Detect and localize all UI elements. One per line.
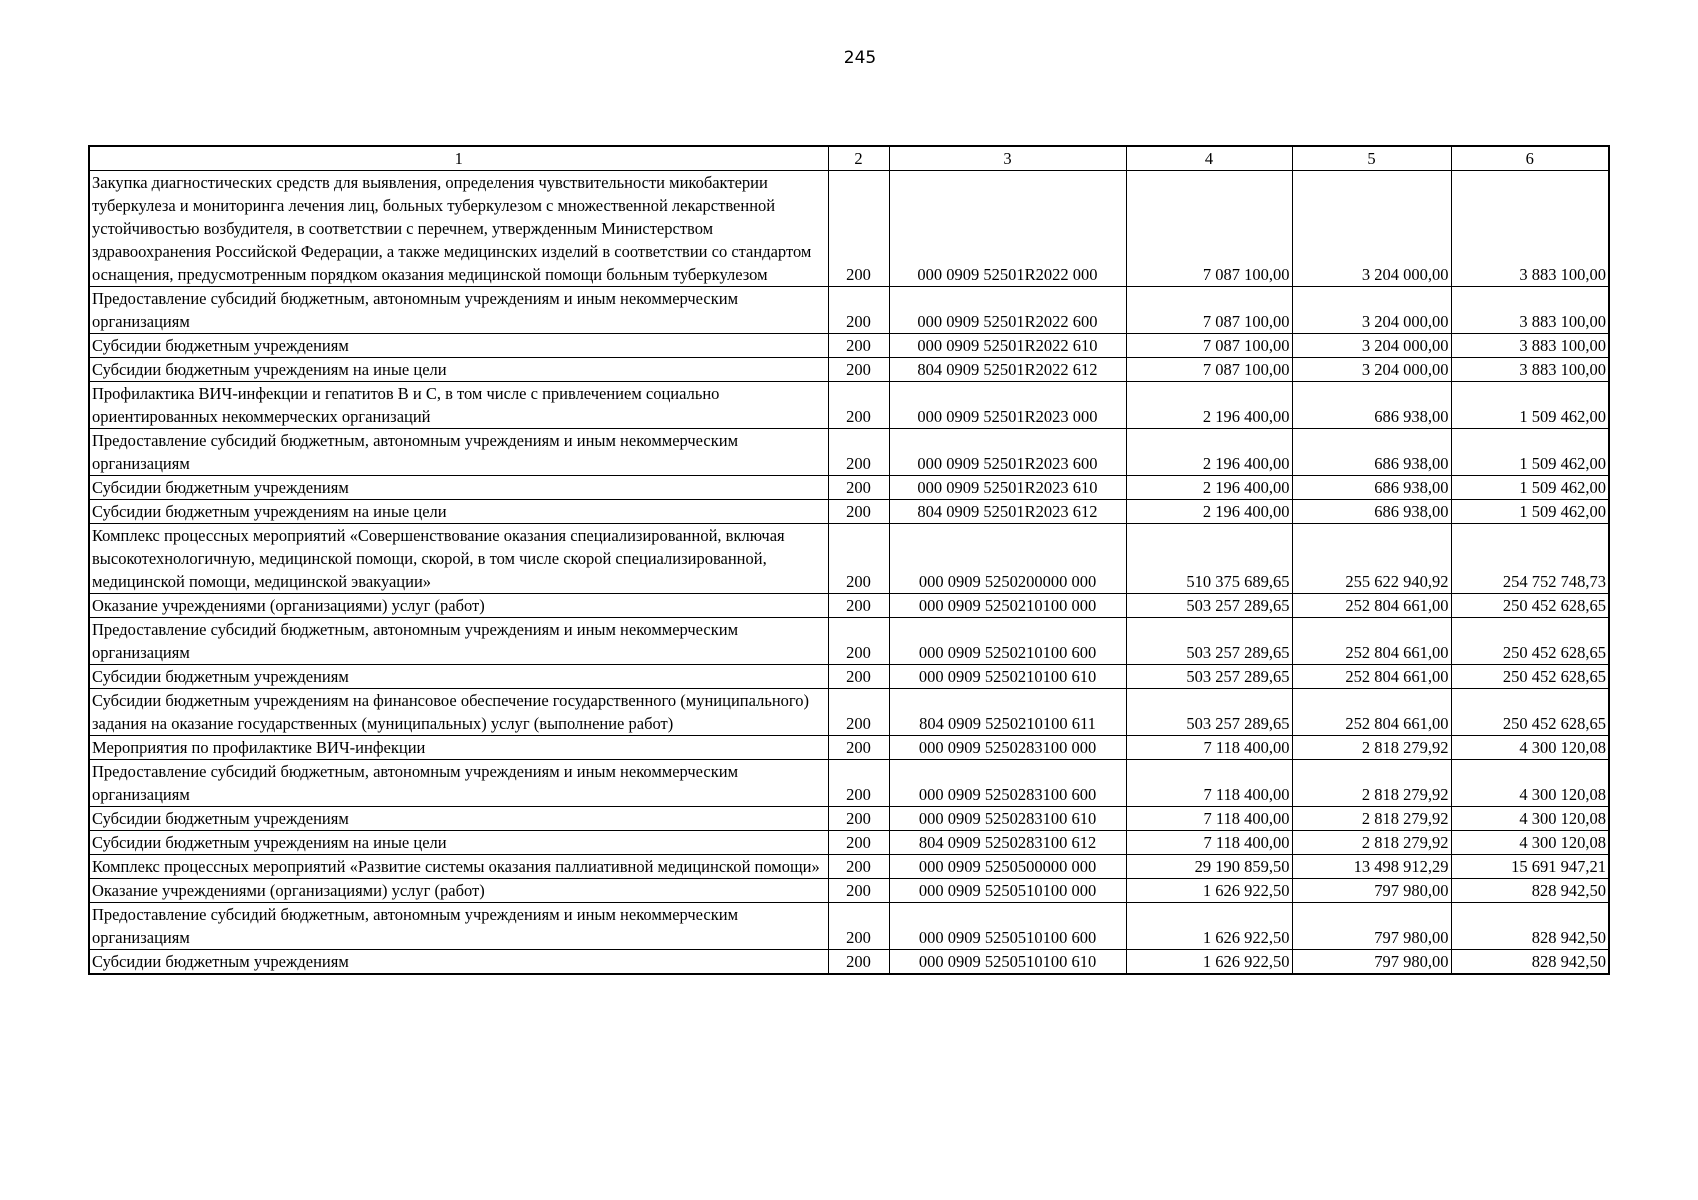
row-code: 000 0909 5250210100 610 bbox=[889, 665, 1126, 689]
table-row bbox=[89, 429, 1609, 476]
row-value-6: 15 691 947,21 bbox=[1451, 855, 1609, 879]
row-name: Оказание учреждениями (организациями) услуг (работ) bbox=[89, 879, 828, 903]
row-value-4: 7 087 100,00 bbox=[1126, 334, 1292, 358]
row-code: 000 0909 52501R2023 610 bbox=[889, 476, 1126, 500]
row-value-5: 686 938,00 bbox=[1292, 382, 1451, 429]
row-value-4: 503 257 289,65 bbox=[1126, 689, 1292, 736]
row-value-4: 7 087 100,00 bbox=[1126, 358, 1292, 382]
row-value-5: 797 980,00 bbox=[1292, 903, 1451, 950]
row-code: 000 0909 5250283100 000 bbox=[889, 736, 1126, 760]
table-row bbox=[89, 358, 1609, 382]
row-code: 000 0909 52501R2023 600 bbox=[889, 429, 1126, 476]
row-name: Мероприятия по профилактике ВИЧ-инфекции bbox=[89, 736, 828, 760]
row-value-6: 828 942,50 bbox=[1451, 879, 1609, 903]
row-group: 200 bbox=[828, 524, 889, 594]
row-value-5: 2 818 279,92 bbox=[1292, 831, 1451, 855]
row-value-4: 503 257 289,65 bbox=[1126, 618, 1292, 665]
row-value-6: 4 300 120,08 bbox=[1451, 736, 1609, 760]
row-value-6: 1 509 462,00 bbox=[1451, 382, 1609, 429]
row-value-5: 797 980,00 bbox=[1292, 879, 1451, 903]
row-group: 200 bbox=[828, 950, 889, 975]
table-row bbox=[89, 831, 1609, 855]
row-name: Предоставление субсидий бюджетным, автономным учреждениям и иным некоммерческим организациям bbox=[89, 903, 828, 950]
row-value-6: 3 883 100,00 bbox=[1451, 171, 1609, 287]
table-row bbox=[89, 524, 1609, 594]
row-name: Профилактика ВИЧ-инфекции и гепатитов B и C, в том числе с привлечением социально ориентированных некоммерческих организаций bbox=[89, 382, 828, 429]
row-value-4: 503 257 289,65 bbox=[1126, 594, 1292, 618]
row-value-4: 7 118 400,00 bbox=[1126, 736, 1292, 760]
row-name: Субсидии бюджетным учреждениям bbox=[89, 950, 828, 975]
row-value-5: 797 980,00 bbox=[1292, 950, 1451, 975]
row-group: 200 bbox=[828, 831, 889, 855]
row-group: 200 bbox=[828, 476, 889, 500]
table-row bbox=[89, 879, 1609, 903]
row-value-6: 3 883 100,00 bbox=[1451, 334, 1609, 358]
row-group: 200 bbox=[828, 807, 889, 831]
row-name: Закупка диагностических средств для выявления, определения чувствительности микобактерии туберкулеза и мониторинга лечения лиц, больных туберкулезом с множественной лекарственной устойчивостью возбудителя, в соответствии с перечнем, утвержденным Министерством здравоохранения Российской Федерации, а также медицинских изделий в соответствии со стандартом оснащения, предусмотренным порядком оказания медицинской помощи больным туберкулезом bbox=[89, 171, 828, 287]
row-value-5: 252 804 661,00 bbox=[1292, 618, 1451, 665]
row-value-6: 3 883 100,00 bbox=[1451, 358, 1609, 382]
table-row bbox=[89, 287, 1609, 334]
table-row bbox=[89, 950, 1609, 975]
column-header-1: 1 bbox=[89, 146, 828, 171]
row-value-5: 686 938,00 bbox=[1292, 500, 1451, 524]
row-value-4: 1 626 922,50 bbox=[1126, 879, 1292, 903]
row-name: Субсидии бюджетным учреждениям bbox=[89, 476, 828, 500]
row-code: 000 0909 5250210100 600 bbox=[889, 618, 1126, 665]
row-code: 000 0909 5250210100 000 bbox=[889, 594, 1126, 618]
row-group: 200 bbox=[828, 855, 889, 879]
row-value-5: 252 804 661,00 bbox=[1292, 665, 1451, 689]
row-code: 000 0909 52501R2023 000 bbox=[889, 382, 1126, 429]
row-value-5: 3 204 000,00 bbox=[1292, 287, 1451, 334]
row-value-6: 250 452 628,65 bbox=[1451, 665, 1609, 689]
row-value-5: 252 804 661,00 bbox=[1292, 594, 1451, 618]
row-value-4: 7 118 400,00 bbox=[1126, 760, 1292, 807]
row-value-5: 3 204 000,00 bbox=[1292, 334, 1451, 358]
row-value-5: 2 818 279,92 bbox=[1292, 807, 1451, 831]
row-value-6: 828 942,50 bbox=[1451, 903, 1609, 950]
row-value-6: 4 300 120,08 bbox=[1451, 760, 1609, 807]
row-name: Предоставление субсидий бюджетным, автономным учреждениям и иным некоммерческим организациям bbox=[89, 287, 828, 334]
column-header-3: 3 bbox=[889, 146, 1126, 171]
table-row bbox=[89, 171, 1609, 287]
row-name: Субсидии бюджетным учреждениям на иные цели bbox=[89, 358, 828, 382]
row-value-4: 7 118 400,00 bbox=[1126, 831, 1292, 855]
row-value-4: 2 196 400,00 bbox=[1126, 500, 1292, 524]
row-code: 000 0909 52501R2022 000 bbox=[889, 171, 1126, 287]
row-value-4: 510 375 689,65 bbox=[1126, 524, 1292, 594]
column-header-2: 2 bbox=[828, 146, 889, 171]
table-row bbox=[89, 665, 1609, 689]
row-group: 200 bbox=[828, 903, 889, 950]
row-value-4: 2 196 400,00 bbox=[1126, 382, 1292, 429]
row-group: 200 bbox=[828, 689, 889, 736]
table-row bbox=[89, 903, 1609, 950]
row-value-4: 7 087 100,00 bbox=[1126, 287, 1292, 334]
row-group: 200 bbox=[828, 618, 889, 665]
row-name: Комплекс процессных мероприятий «Совершенствование оказания специализированной, включая высокотехнологичную, медицинской помощи, скорой, в том числе скорой специализированной, медицинской помощи, медицинской эвакуации» bbox=[89, 524, 828, 594]
row-value-6: 1 509 462,00 bbox=[1451, 476, 1609, 500]
row-name: Субсидии бюджетным учреждениям bbox=[89, 334, 828, 358]
row-group: 200 bbox=[828, 736, 889, 760]
row-value-6: 3 883 100,00 bbox=[1451, 287, 1609, 334]
row-value-4: 1 626 922,50 bbox=[1126, 903, 1292, 950]
row-group: 200 bbox=[828, 358, 889, 382]
row-value-6: 250 452 628,65 bbox=[1451, 689, 1609, 736]
row-group: 200 bbox=[828, 429, 889, 476]
row-value-5: 3 204 000,00 bbox=[1292, 171, 1451, 287]
row-code: 000 0909 5250510100 600 bbox=[889, 903, 1126, 950]
row-name: Субсидии бюджетным учреждениям на иные цели bbox=[89, 500, 828, 524]
column-header-5: 5 bbox=[1292, 146, 1451, 171]
row-group: 200 bbox=[828, 171, 889, 287]
table-row bbox=[89, 382, 1609, 429]
row-name: Предоставление субсидий бюджетным, автономным учреждениям и иным некоммерческим организациям bbox=[89, 429, 828, 476]
row-value-4: 1 626 922,50 bbox=[1126, 950, 1292, 975]
row-value-6: 1 509 462,00 bbox=[1451, 429, 1609, 476]
row-value-6: 4 300 120,08 bbox=[1451, 831, 1609, 855]
row-code: 804 0909 5250283100 612 bbox=[889, 831, 1126, 855]
row-name: Предоставление субсидий бюджетным, автономным учреждениям и иным некоммерческим организациям bbox=[89, 760, 828, 807]
row-group: 200 bbox=[828, 334, 889, 358]
row-value-5: 686 938,00 bbox=[1292, 476, 1451, 500]
table-body bbox=[89, 171, 1609, 975]
row-group: 200 bbox=[828, 287, 889, 334]
table-row bbox=[89, 618, 1609, 665]
row-code: 000 0909 5250283100 610 bbox=[889, 807, 1126, 831]
row-group: 200 bbox=[828, 500, 889, 524]
row-name: Оказание учреждениями (организациями) услуг (работ) bbox=[89, 594, 828, 618]
row-value-4: 503 257 289,65 bbox=[1126, 665, 1292, 689]
row-value-6: 4 300 120,08 bbox=[1451, 807, 1609, 831]
row-value-6: 828 942,50 bbox=[1451, 950, 1609, 975]
row-value-4: 2 196 400,00 bbox=[1126, 476, 1292, 500]
row-code: 000 0909 5250283100 600 bbox=[889, 760, 1126, 807]
row-value-5: 686 938,00 bbox=[1292, 429, 1451, 476]
row-value-6: 250 452 628,65 bbox=[1451, 618, 1609, 665]
table-header-row bbox=[89, 146, 1609, 171]
row-name: Субсидии бюджетным учреждениям на финансовое обеспечение государственного (муниципального) задания на оказание государственных (муниципальных) услуг (выполнение работ) bbox=[89, 689, 828, 736]
row-name: Предоставление субсидий бюджетным, автономным учреждениям и иным некоммерческим организациям bbox=[89, 618, 828, 665]
table-row bbox=[89, 855, 1609, 879]
column-header-6: 6 bbox=[1451, 146, 1609, 171]
row-value-6: 254 752 748,73 bbox=[1451, 524, 1609, 594]
row-value-4: 7 087 100,00 bbox=[1126, 171, 1292, 287]
row-code: 000 0909 5250510100 000 bbox=[889, 879, 1126, 903]
row-value-5: 2 818 279,92 bbox=[1292, 760, 1451, 807]
row-name: Субсидии бюджетным учреждениям bbox=[89, 807, 828, 831]
row-code: 000 0909 5250200000 000 bbox=[889, 524, 1126, 594]
row-group: 200 bbox=[828, 879, 889, 903]
row-value-4: 2 196 400,00 bbox=[1126, 429, 1292, 476]
row-value-5: 252 804 661,00 bbox=[1292, 689, 1451, 736]
row-value-5: 255 622 940,92 bbox=[1292, 524, 1451, 594]
row-group: 200 bbox=[828, 594, 889, 618]
row-name: Субсидии бюджетным учреждениям на иные цели bbox=[89, 831, 828, 855]
row-group: 200 bbox=[828, 382, 889, 429]
row-group: 200 bbox=[828, 760, 889, 807]
row-value-4: 29 190 859,50 bbox=[1126, 855, 1292, 879]
table-row bbox=[89, 594, 1609, 618]
row-value-5: 13 498 912,29 bbox=[1292, 855, 1451, 879]
row-value-4: 7 118 400,00 bbox=[1126, 807, 1292, 831]
page-number: 245 bbox=[843, 48, 877, 68]
table-row bbox=[89, 689, 1609, 736]
table-row bbox=[89, 334, 1609, 358]
table-row bbox=[89, 760, 1609, 807]
row-value-5: 2 818 279,92 bbox=[1292, 736, 1451, 760]
row-value-6: 250 452 628,65 bbox=[1451, 594, 1609, 618]
budget-table bbox=[88, 145, 1610, 975]
row-code: 804 0909 5250210100 611 bbox=[889, 689, 1126, 736]
table-row bbox=[89, 500, 1609, 524]
row-name: Комплекс процессных мероприятий «Развитие системы оказания паллиативной медицинской помощи» bbox=[89, 855, 828, 879]
table-row bbox=[89, 807, 1609, 831]
column-header-4: 4 bbox=[1126, 146, 1292, 171]
row-code: 000 0909 52501R2022 610 bbox=[889, 334, 1126, 358]
row-group: 200 bbox=[828, 665, 889, 689]
row-code: 000 0909 5250510100 610 bbox=[889, 950, 1126, 975]
table-row bbox=[89, 736, 1609, 760]
row-code: 000 0909 52501R2022 600 bbox=[889, 287, 1126, 334]
row-code: 804 0909 52501R2022 612 bbox=[889, 358, 1126, 382]
row-value-6: 1 509 462,00 bbox=[1451, 500, 1609, 524]
row-value-5: 3 204 000,00 bbox=[1292, 358, 1451, 382]
row-code: 804 0909 52501R2023 612 bbox=[889, 500, 1126, 524]
row-name: Субсидии бюджетным учреждениям bbox=[89, 665, 828, 689]
table-row bbox=[89, 476, 1609, 500]
row-code: 000 0909 5250500000 000 bbox=[889, 855, 1126, 879]
